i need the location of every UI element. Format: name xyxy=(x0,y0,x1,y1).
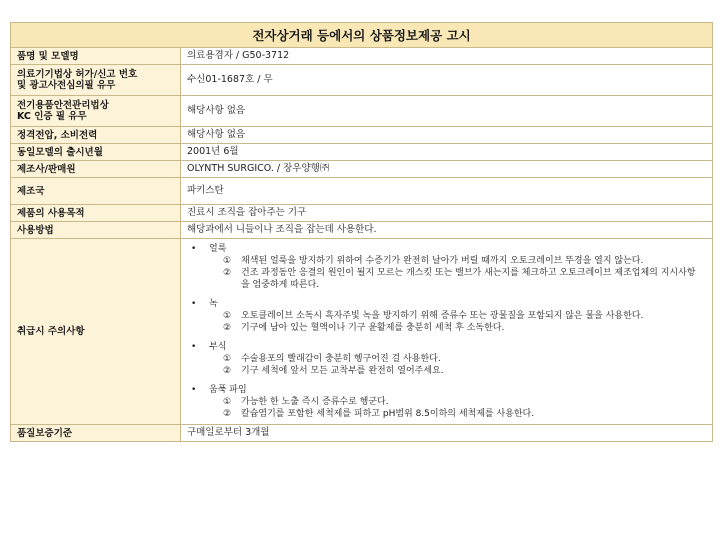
care-item-text: 채색된 얼룩을 방지하기 위하여 수증기가 완전히 날아가 버릴 때까지 오토크레이브 뚜경을 열지 않는다. xyxy=(241,256,644,266)
care-sections xyxy=(187,243,706,420)
care-item-text: 건조 과정동안 응결의 원인이 될지 모르는 개스킷 또는 밸브가 새는지를 체크하고 오토크레이브 제조업체의 지시사항을 엄중하게 따른다. xyxy=(241,268,696,290)
table-row xyxy=(11,161,713,178)
warranty-label: 품질보증기준 xyxy=(11,425,181,442)
care-item-text: 기구에 남아 있는 혈액이나 기구 윤활제를 충분히 세척 후 소독한다. xyxy=(241,323,505,333)
care-item xyxy=(187,353,706,365)
row-value: 파키스탄 xyxy=(181,178,713,205)
care-section-heading: 부식 xyxy=(209,342,227,352)
warranty-value: 구매일로부터 3개월 xyxy=(181,425,713,442)
table-row xyxy=(11,144,713,161)
row-label-line: 전기용품안전관리법상 KC 인증 필 유무 xyxy=(17,100,109,122)
care-item-text: 가능한 한 노출 즉시 증류수로 헹군다. xyxy=(241,397,389,407)
care-item-text: 수술용포의 빨래감이 충분히 헹구어진 걸 사용한다. xyxy=(241,354,441,364)
row-label: 제품의 사용목적 xyxy=(11,205,181,222)
care-item-number: ② xyxy=(223,366,232,376)
row-value: 해당사항 없음 xyxy=(181,127,713,144)
care-item-number: ② xyxy=(223,323,232,333)
table-row xyxy=(11,48,713,65)
row-value: OLYNTH SURGICO. / 장우양행㈜ xyxy=(181,161,713,178)
row-value: 진료시 조직을 잡아주는 기구 xyxy=(181,205,713,222)
table-row xyxy=(11,222,713,239)
row-value: 해당과에서 니들이나 조직을 잡는데 사용한다. xyxy=(181,222,713,239)
row-label: 정격전압, 소비전력 xyxy=(11,127,181,144)
care-item-text: 칼슘염기를 포함한 세척제를 피하고 pH범위 8.5이하의 세척제를 사용한다. xyxy=(241,409,535,419)
care-section xyxy=(187,384,706,420)
row-label: 동일모델의 출시년월 xyxy=(11,144,181,161)
care-item xyxy=(187,267,706,291)
row-label: 사용방법 xyxy=(11,222,181,239)
care-item-number: ① xyxy=(223,354,232,364)
care-item xyxy=(187,322,706,334)
care-section-heading: 움푹 파임 xyxy=(209,385,247,395)
care-item-text: 기구 세척에 앞서 모든 교착부를 완전히 열어주세요. xyxy=(241,366,444,376)
row-label: 제조사/판매원 xyxy=(11,161,181,178)
care-item-number: ② xyxy=(223,409,232,419)
row-value: 2001년 6월 xyxy=(181,144,713,161)
product-info-table xyxy=(10,22,713,442)
care-section xyxy=(187,243,706,291)
row-label: 제조국 xyxy=(11,178,181,205)
care-item xyxy=(187,408,706,420)
title-row xyxy=(11,23,713,48)
care-section xyxy=(187,298,706,334)
care-instructions xyxy=(181,239,713,425)
care-section-title xyxy=(187,341,706,353)
care-item xyxy=(187,255,706,267)
table-row xyxy=(11,65,713,96)
table-row xyxy=(11,127,713,144)
care-item-text: 오토클레이브 소독시 흑자주빛 녹을 방지하기 위해 증류수 또는 광물질을 포함되지 않은 물을 사용한다. xyxy=(241,311,644,321)
product-info-notice xyxy=(10,22,712,442)
care-item xyxy=(187,365,706,377)
care-section-title xyxy=(187,384,706,396)
row-label: 품명 및 모델명 xyxy=(11,48,181,65)
bullet-icon: • xyxy=(191,299,197,309)
table-row xyxy=(11,425,713,442)
row-label-line: 의료기기법상 허가/신고 번호 및 광고사전심의필 유무 xyxy=(17,69,138,91)
care-label: 취급시 주의사항 xyxy=(11,239,181,425)
care-item-number: ① xyxy=(223,311,232,321)
row-value: 수신01-1687호 / 무 xyxy=(181,65,713,96)
row-value: 의료용겸자 / G50-3712 xyxy=(181,48,713,65)
row-label xyxy=(11,96,181,127)
table-row xyxy=(11,178,713,205)
row-value: 해당사항 없음 xyxy=(181,96,713,127)
care-section-title xyxy=(187,243,706,255)
care-item-number: ① xyxy=(223,256,232,266)
care-section-heading: 녹 xyxy=(209,299,218,309)
table-row xyxy=(11,96,713,127)
care-item-number: ① xyxy=(223,397,232,407)
care-section-heading: 얼룩 xyxy=(209,244,227,254)
care-item xyxy=(187,396,706,408)
table-row-care xyxy=(11,239,713,425)
care-section xyxy=(187,341,706,377)
care-item-number: ② xyxy=(223,268,232,278)
table-row xyxy=(11,205,713,222)
care-item xyxy=(187,310,706,322)
bullet-icon: • xyxy=(191,244,197,254)
notice-title: 전자상거래 등에서의 상품정보제공 고시 xyxy=(11,23,713,48)
bullet-icon: • xyxy=(191,385,197,395)
care-section-title xyxy=(187,298,706,310)
bullet-icon: • xyxy=(191,342,197,352)
row-label xyxy=(11,65,181,96)
